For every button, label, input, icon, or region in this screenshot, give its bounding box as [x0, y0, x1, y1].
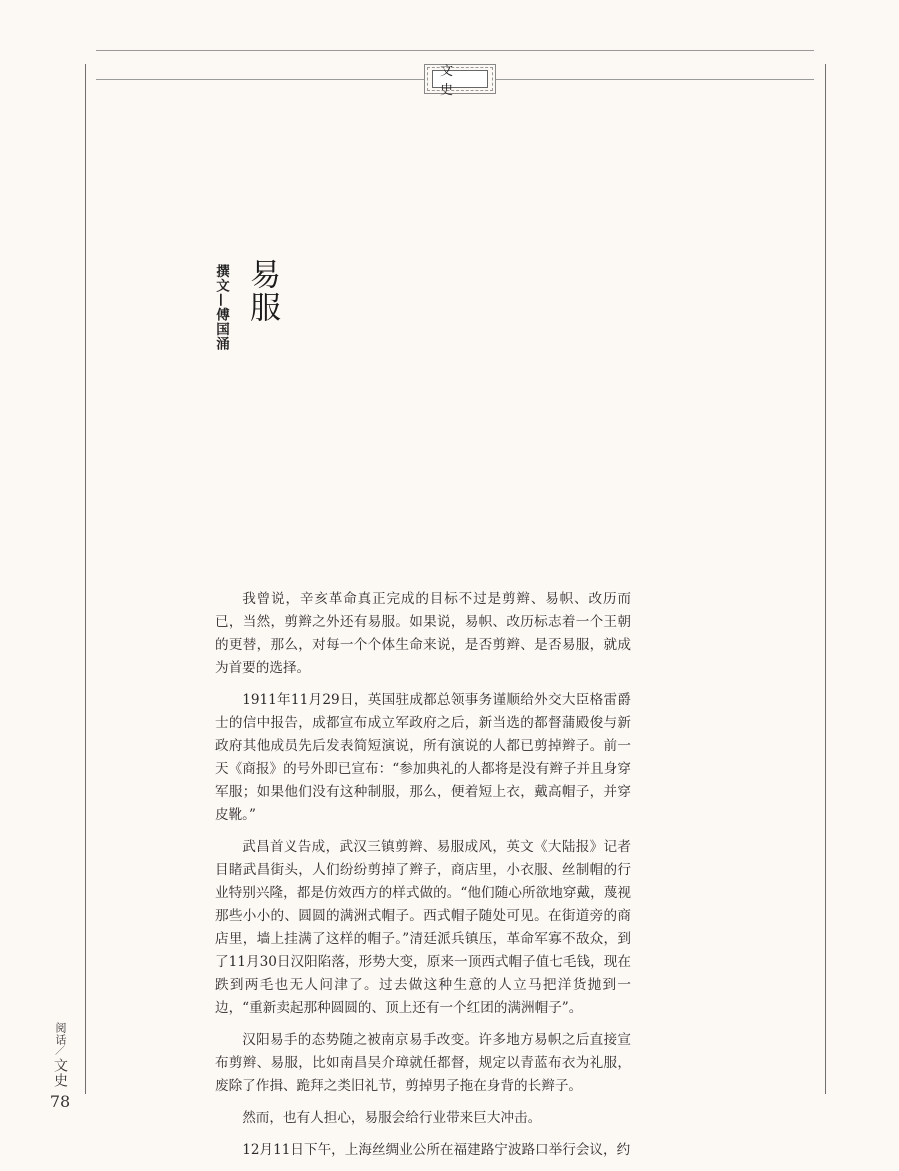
header-rule-left — [96, 79, 424, 80]
paragraph: 汉阳易手的态势随之被南京易手改变。许多地方易帜之后直接宣布剪辫、易服，比如南昌吴介璋就任都督，规定以青蓝布衣为礼服，废除了作揖、跪拜之类旧礼节，剪掉男子拖在身背的长辫子。 — [215, 1032, 631, 1094]
magazine-name: 阅话 — [54, 1022, 67, 1046]
byline: 撰文—傅国涌 — [213, 264, 229, 351]
left-margin-line — [85, 64, 86, 1094]
article-body — [215, 588, 631, 1171]
right-margin-line — [825, 64, 826, 1094]
folio — [48, 1022, 72, 1112]
paragraph: 我曾说，辛亥革命真正完成的目标不过是剪辫、易帜、改历而已，当然，剪辫之外还有易服。如果说，易帜、改历标志着一个王朝的更替，那么，对每一个个体生命来说，是否剪辫、是否易服，就成为首要的选择。 — [215, 591, 631, 676]
paragraph: 1911年11月29日，英国驻成都总领事务谨顺给外交大臣格雷爵士的信中报告，成都宣布成立军政府之后，新当选的都督蒲殿俊与新政府其他成员先后发表简短演说，所有演说的人都已剪掉辫子。前一天《商报》的号外即已宣布：“参加典礼的人都将是没有辫子并且身穿军服；如果他们没有这种制服，那么，便着短上衣，戴高帽子，并穿皮靴。” — [215, 692, 631, 823]
section-label: 文 史 — [432, 70, 488, 88]
section-badge — [424, 64, 496, 98]
article-title: 易服 — [244, 258, 280, 324]
header-rule-right — [496, 79, 814, 80]
paragraph: 然而，也有人担心，易服会给行业带来巨大冲击。 — [242, 1110, 542, 1126]
paragraph: 12月11日下午，上海丝绸业公所在福建路宁波路口举行会议，约 — [242, 1142, 631, 1158]
folio-separator: ／ — [55, 1046, 65, 1057]
paragraph: 武昌首义告成，武汉三镇剪辫、易服成风，英文《大陆报》记者目睹武昌街头，人们纷纷剪掉了辫子，商店里，小衣服、丝制帽的行业特别兴隆，都是仿效西方的样式做的。“他们随心所欲地穿戴，蔑视那些小小的、圆圆的满洲式帽子。西式帽子随处可见。在街道旁的商店里，墙上挂满了这样的帽子。”清廷派兵镇压，革命军寡不敌众，到了11月30日汉阳陷落，形势大变，原来一顶西式帽子值七毛钱，现在跌到两毛也无人问津了。过去做这种生意的人立马把洋货抛到一边，“重新卖起那种圆圆的、顶上还有一个红团的满洲帽子”。 — [215, 839, 631, 1016]
page-number: 78 — [49, 1092, 71, 1111]
folio-section: 文史 — [52, 1058, 68, 1088]
top-rule — [96, 50, 814, 51]
